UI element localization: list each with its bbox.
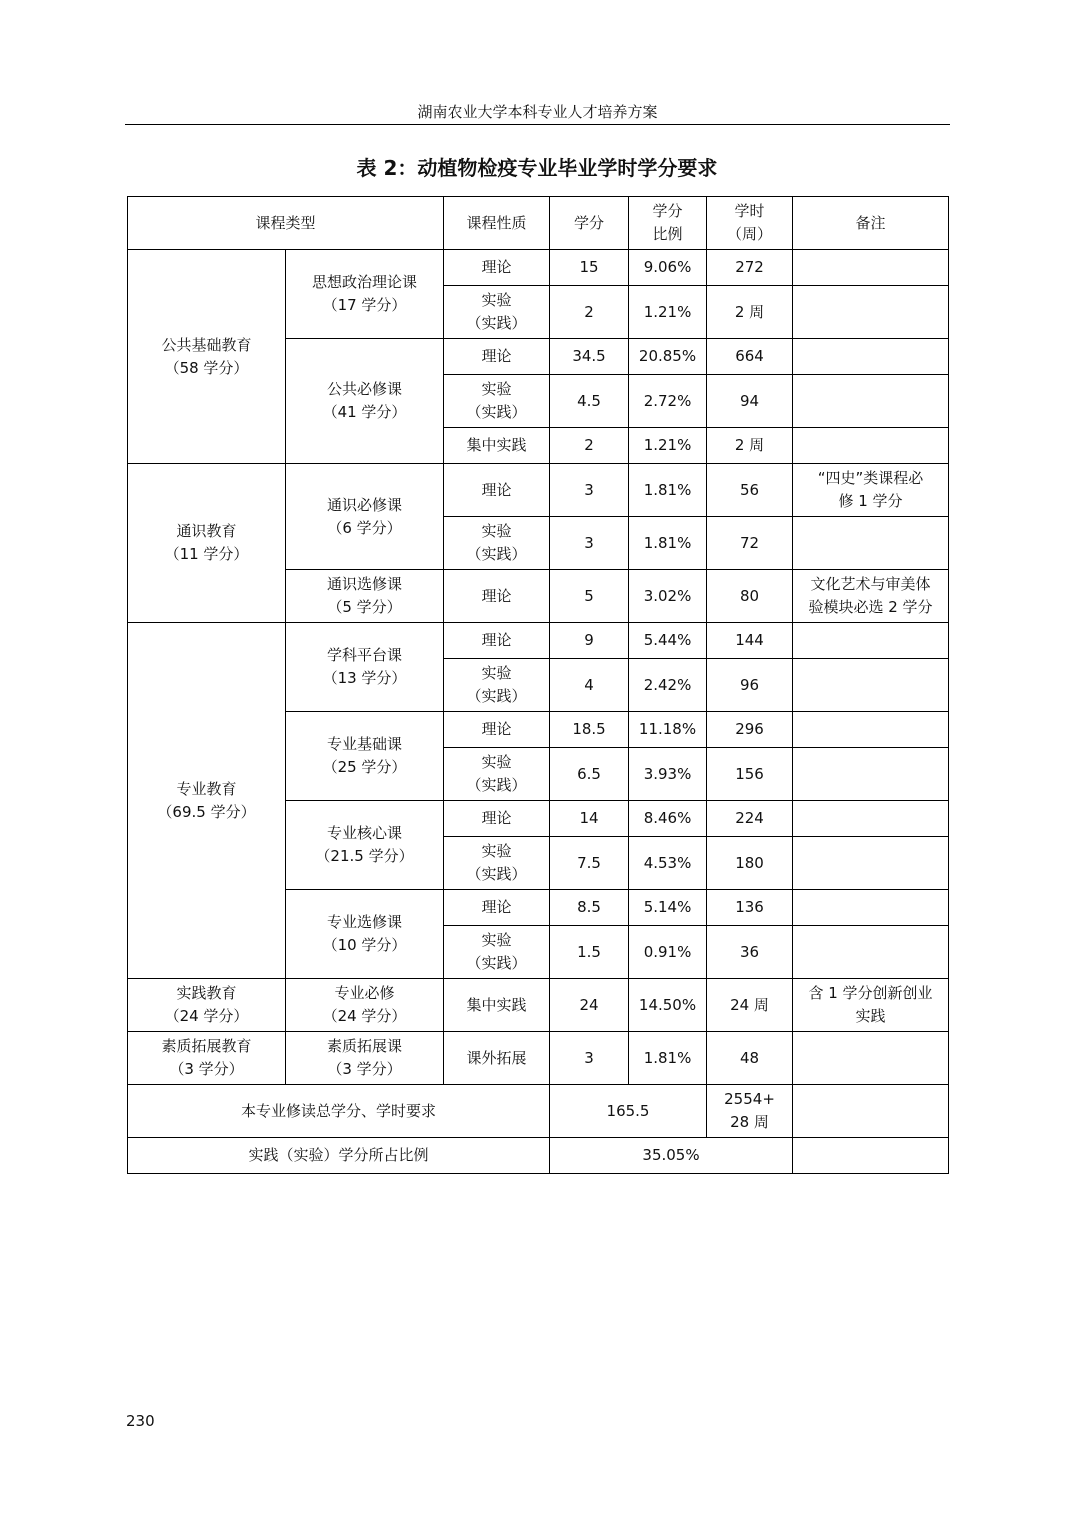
group-general: 通识教育 （11 学分）: [128, 464, 286, 623]
page-header: 湖南农业大学本科专业人才培养方案: [125, 100, 950, 125]
course-nature-cell: 课外拓展: [444, 1032, 550, 1085]
remark-cell: 含 1 学分创新创业 实践: [793, 979, 949, 1032]
practice-ratio-remark: [793, 1138, 949, 1174]
credit-ratio-cell: 1.81%: [629, 464, 707, 517]
hours-cell: 144: [707, 623, 793, 659]
credit-requirements-table: [127, 196, 949, 1174]
remark-cell: “四史”类课程必 修 1 学分: [793, 464, 949, 517]
hours-cell: 36: [707, 926, 793, 979]
credit-cell: 7.5: [550, 837, 629, 890]
hours-cell: 296: [707, 712, 793, 748]
credit-ratio-cell: 14.50%: [629, 979, 707, 1032]
course-discipline-platform: 学科平台课 （13 学分）: [286, 623, 444, 712]
remark-cell: [793, 375, 949, 428]
course-nature-cell: 理论: [444, 890, 550, 926]
hours-cell: 24 周: [707, 979, 793, 1032]
group-professional: 专业教育 （69.5 学分）: [128, 623, 286, 979]
course-nature-cell: 实验 （实践）: [444, 517, 550, 570]
credit-ratio-cell: 4.53%: [629, 837, 707, 890]
credit-cell: 15: [550, 250, 629, 286]
credit-cell: 34.5: [550, 339, 629, 375]
header-credit-ratio: 学分 比例: [629, 197, 707, 250]
credit-cell: 3: [550, 1032, 629, 1085]
course-professional-core: 专业核心课 （21.5 学分）: [286, 801, 444, 890]
table-title: 表 2：动植物检疫专业毕业学时学分要求: [356, 156, 718, 180]
course-nature-cell: 集中实践: [444, 979, 550, 1032]
credit-cell: 4.5: [550, 375, 629, 428]
remark-cell: [793, 748, 949, 801]
credit-cell: 9: [550, 623, 629, 659]
practice-ratio-label: 实践（实验）学分所占比例: [128, 1138, 550, 1174]
practice-ratio-value: 35.05%: [550, 1138, 793, 1174]
hours-cell: 136: [707, 890, 793, 926]
remark-cell: [793, 659, 949, 712]
credit-ratio-cell: 1.21%: [629, 428, 707, 464]
hours-cell: 2 周: [707, 428, 793, 464]
remark-cell: [793, 250, 949, 286]
credit-cell: 18.5: [550, 712, 629, 748]
credit-ratio-cell: 1.81%: [629, 517, 707, 570]
course-nature-cell: 理论: [444, 570, 550, 623]
credit-cell: 24: [550, 979, 629, 1032]
course-practice-required: 专业必修 （24 学分）: [286, 979, 444, 1032]
table-row: [128, 250, 949, 286]
hours-cell: 272: [707, 250, 793, 286]
course-nature-cell: 理论: [444, 801, 550, 837]
credit-ratio-cell: 11.18%: [629, 712, 707, 748]
course-nature-cell: 实验 （实践）: [444, 748, 550, 801]
table-row: [128, 979, 949, 1032]
hours-cell: 80: [707, 570, 793, 623]
course-nature-cell: 实验 （实践）: [444, 286, 550, 339]
group-quality-expansion: 素质拓展教育 （3 学分）: [128, 1032, 286, 1085]
course-nature-cell: 实验 （实践）: [444, 837, 550, 890]
credit-ratio-cell: 3.02%: [629, 570, 707, 623]
course-general-required: 通识必修课 （6 学分）: [286, 464, 444, 570]
hours-cell: 96: [707, 659, 793, 712]
credit-ratio-cell: 3.93%: [629, 748, 707, 801]
credit-ratio-cell: 9.06%: [629, 250, 707, 286]
group-practice: 实践教育 （24 学分）: [128, 979, 286, 1032]
course-nature-cell: 理论: [444, 464, 550, 517]
hours-cell: 180: [707, 837, 793, 890]
course-nature-cell: 理论: [444, 712, 550, 748]
total-hours: 2554+ 28 周: [707, 1085, 793, 1138]
credit-cell: 6.5: [550, 748, 629, 801]
hours-cell: 48: [707, 1032, 793, 1085]
course-nature-cell: 理论: [444, 250, 550, 286]
course-ideology: 思想政治理论课 （17 学分）: [286, 250, 444, 339]
credit-ratio-cell: 8.46%: [629, 801, 707, 837]
course-nature-cell: 实验 （实践）: [444, 659, 550, 712]
credit-ratio-cell: 1.81%: [629, 1032, 707, 1085]
credit-cell: 4: [550, 659, 629, 712]
course-professional-basic: 专业基础课 （25 学分）: [286, 712, 444, 801]
remark-cell: [793, 286, 949, 339]
remark-cell: [793, 926, 949, 979]
credit-cell: 3: [550, 464, 629, 517]
header-credit: 学分: [550, 197, 629, 250]
header-course-type: 课程类型: [128, 197, 444, 250]
credit-cell: 5: [550, 570, 629, 623]
course-nature-cell: 集中实践: [444, 428, 550, 464]
credit-ratio-cell: 2.72%: [629, 375, 707, 428]
course-nature-cell: 实验 （实践）: [444, 375, 550, 428]
credit-cell: 3: [550, 517, 629, 570]
credit-ratio-cell: 20.85%: [629, 339, 707, 375]
total-credit: 165.5: [550, 1085, 707, 1138]
remark-cell: [793, 801, 949, 837]
remark-cell: 文化艺术与审美体 验模块必选 2 学分: [793, 570, 949, 623]
header-row: [128, 197, 949, 250]
course-quality-expansion: 素质拓展课 （3 学分）: [286, 1032, 444, 1085]
course-public-required: 公共必修课 （41 学分）: [286, 339, 444, 464]
total-row: [128, 1085, 949, 1138]
group-public-basic: 公共基础教育 （58 学分）: [128, 250, 286, 464]
credit-cell: 1.5: [550, 926, 629, 979]
credit-ratio-cell: 1.21%: [629, 286, 707, 339]
course-nature-cell: 理论: [444, 339, 550, 375]
header-course-nature: 课程性质: [444, 197, 550, 250]
remark-cell: [793, 837, 949, 890]
course-nature-cell: 理论: [444, 623, 550, 659]
header-remark: 备注: [793, 197, 949, 250]
table-row: [128, 623, 949, 659]
credit-ratio-cell: 2.42%: [629, 659, 707, 712]
hours-cell: 664: [707, 339, 793, 375]
remark-cell: [793, 1032, 949, 1085]
total-remark: [793, 1085, 949, 1138]
table-row: [128, 464, 949, 517]
hours-cell: 56: [707, 464, 793, 517]
practice-ratio-row: [128, 1138, 949, 1174]
credit-cell: 2: [550, 428, 629, 464]
remark-cell: [793, 890, 949, 926]
hours-cell: 94: [707, 375, 793, 428]
remark-cell: [793, 623, 949, 659]
remark-cell: [793, 339, 949, 375]
credit-ratio-cell: 5.44%: [629, 623, 707, 659]
hours-cell: 224: [707, 801, 793, 837]
remark-cell: [793, 712, 949, 748]
total-label: 本专业修读总学分、学时要求: [128, 1085, 550, 1138]
credit-cell: 8.5: [550, 890, 629, 926]
remark-cell: [793, 428, 949, 464]
credit-ratio-cell: 0.91%: [629, 926, 707, 979]
page-number: 230: [126, 1412, 155, 1430]
hours-cell: 2 周: [707, 286, 793, 339]
credit-ratio-cell: 5.14%: [629, 890, 707, 926]
course-general-elective: 通识选修课 （5 学分）: [286, 570, 444, 623]
hours-cell: 156: [707, 748, 793, 801]
credit-cell: 14: [550, 801, 629, 837]
course-nature-cell: 实验 （实践）: [444, 926, 550, 979]
table-row: [128, 1032, 949, 1085]
course-professional-elective: 专业选修课 （10 学分）: [286, 890, 444, 979]
header-hours: 学时 （周）: [707, 197, 793, 250]
credit-cell: 2: [550, 286, 629, 339]
remark-cell: [793, 517, 949, 570]
hours-cell: 72: [707, 517, 793, 570]
